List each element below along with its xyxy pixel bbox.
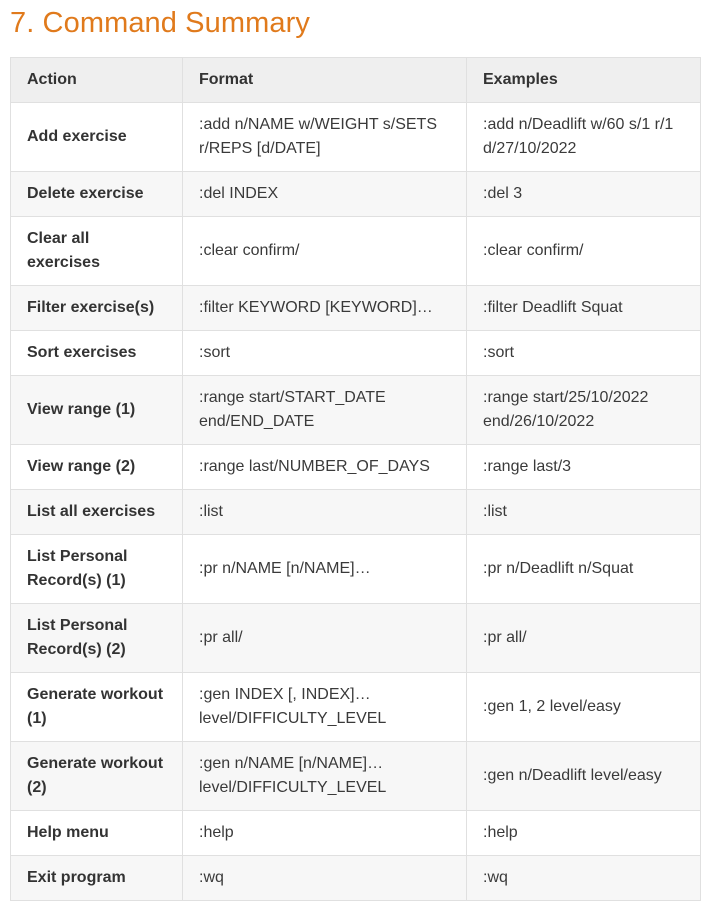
table-row — [11, 856, 701, 901]
header-action: Action — [11, 58, 183, 103]
table-row — [11, 604, 701, 673]
cell-action: View range (1) — [11, 376, 183, 445]
command-summary-table — [10, 57, 701, 901]
cell-example: :range last/3 — [467, 445, 701, 490]
cell-format: :gen n/NAME [n/NAME]… level/DIFFICULTY_LEVEL — [183, 742, 467, 811]
cell-example: :pr n/Deadlift n/Squat — [467, 535, 701, 604]
table-row — [11, 673, 701, 742]
cell-format: :list — [183, 490, 467, 535]
table-row — [11, 103, 701, 172]
cell-format: :del INDEX — [183, 172, 467, 217]
cell-format: :range last/NUMBER_OF_DAYS — [183, 445, 467, 490]
cell-action: Add exercise — [11, 103, 183, 172]
cell-action: View range (2) — [11, 445, 183, 490]
header-examples: Examples — [467, 58, 701, 103]
table-row — [11, 331, 701, 376]
cell-action: List Personal Record(s) (1) — [11, 535, 183, 604]
cell-format: :pr all/ — [183, 604, 467, 673]
table-row — [11, 742, 701, 811]
cell-action: List all exercises — [11, 490, 183, 535]
cell-example: :range start/25/10/2022 end/26/10/2022 — [467, 376, 701, 445]
cell-example: :filter Deadlift Squat — [467, 286, 701, 331]
cell-format: :add n/NAME w/WEIGHT s/SETS r/REPS [d/DATE] — [183, 103, 467, 172]
cell-example: :del 3 — [467, 172, 701, 217]
cell-format: :wq — [183, 856, 467, 901]
cell-format: :pr n/NAME [n/NAME]… — [183, 535, 467, 604]
header-format: Format — [183, 58, 467, 103]
cell-format: :filter KEYWORD [KEYWORD]… — [183, 286, 467, 331]
table-row — [11, 172, 701, 217]
cell-format: :sort — [183, 331, 467, 376]
cell-example: :clear confirm/ — [467, 217, 701, 286]
cell-example: :help — [467, 811, 701, 856]
table-row — [11, 535, 701, 604]
cell-example: :sort — [467, 331, 701, 376]
cell-action: Delete exercise — [11, 172, 183, 217]
cell-action: Generate workout (2) — [11, 742, 183, 811]
cell-format: :help — [183, 811, 467, 856]
table-row — [11, 445, 701, 490]
cell-action: Clear all exercises — [11, 217, 183, 286]
table-row — [11, 217, 701, 286]
cell-action: List Personal Record(s) (2) — [11, 604, 183, 673]
cell-action: Filter exercise(s) — [11, 286, 183, 331]
table-row — [11, 811, 701, 856]
cell-action: Help menu — [11, 811, 183, 856]
table-header-row — [11, 58, 701, 103]
cell-format: :range start/START_DATE end/END_DATE — [183, 376, 467, 445]
cell-example: :add n/Deadlift w/60 s/1 r/1 d/27/10/2022 — [467, 103, 701, 172]
cell-example: :gen 1, 2 level/easy — [467, 673, 701, 742]
cell-example: :list — [467, 490, 701, 535]
cell-action: Generate workout (1) — [11, 673, 183, 742]
cell-format: :clear confirm/ — [183, 217, 467, 286]
section-title: 7. Command Summary — [10, 7, 310, 39]
table-row — [11, 286, 701, 331]
cell-action: Exit program — [11, 856, 183, 901]
cell-example: :wq — [467, 856, 701, 901]
cell-example: :gen n/Deadlift level/easy — [467, 742, 701, 811]
table-row — [11, 490, 701, 535]
cell-format: :gen INDEX [, INDEX]… level/DIFFICULTY_LEVEL — [183, 673, 467, 742]
table-row — [11, 376, 701, 445]
cell-example: :pr all/ — [467, 604, 701, 673]
cell-action: Sort exercises — [11, 331, 183, 376]
